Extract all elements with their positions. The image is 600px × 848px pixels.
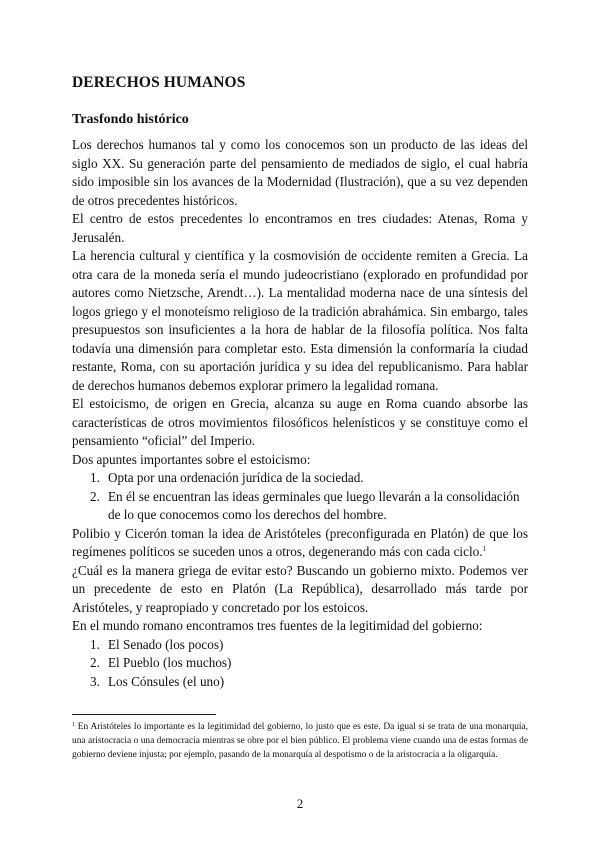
paragraph-5: Dos apuntes importantes sobre el estoicismo: [72,451,311,467]
list-item [72,488,528,525]
list-item-text: Los Cónsules (el uno) [108,673,225,689]
list-number: 2. [90,488,100,504]
stoicism-list [72,469,528,525]
footnote-marker: 1 [72,722,75,728]
section-heading: Trasfondo histórico [72,112,189,127]
paragraph-6 [72,525,528,562]
list-item-text: El Pueblo (los muchos) [108,655,232,670]
list-item [72,469,528,488]
list-item-text: Opta por una ordenación jurídica de la sociedad. [108,470,364,485]
paragraph-4: El estoicismo, de origen en Grecia, alcanza su auge en Roma cuando absorbe las características de otros movimientos filosóficos helenísticos y se constituye como el pensamiento “oficial” del Imperio. [72,396,528,448]
page-number: 2 [296,796,304,811]
legitimacy-sources-list [72,636,528,692]
paragraph-7: ¿Cuál es la manera griega de evitar esto? Buscando un gobierno mixto. Podemos ver un precedente de esto en Platón (La República), desarrollado más tarde por Aristóteles, y reapropiado y concretado por los estoicos. [72,562,528,615]
body-text [72,136,528,691]
list-item [72,673,528,692]
paragraph-3: La herencia cultural y científica y la cosmovisión de occidente remiten a Grecia. La otra cara de la moneda sería el mundo judeocristiano (explorado en profundidad por autores como Nietzsche, Arendt…). La mentalidad moderna nace de una síntesis del logos griego y el monoteísmo religioso de la tradición abrahámica. Sin embargo, tales presupuestos son insuficientes a la hora de hablar de la filosofía política. Nos falta todavía una dimensión para completar esto. Esta dimensión la conformaría la ciudad restante, Roma, con su aportación jurídica y su idea del republicanismo. Para hablar de derechos humanos debemos explorar primero la legalidad romana. [72,248,528,393]
paragraph-2: El centro de estos precedentes lo encontramos en tres ciudades: Atenas, Roma y Jerusalén. [72,211,528,245]
paragraph-6-text: Polibio y Cicerón toman la idea de Aristóteles (preconfigurada en Platón) de que los regímenes políticos se suceden unos a otros, degenerando más con cada ciclo. [72,525,528,559]
list-number: 3. [90,673,100,689]
paragraph-8: En el mundo romano encontramos tres fuentes de la legitimidad del gobierno: [72,618,483,633]
footnote [72,720,528,762]
footnote-divider [72,714,216,715]
page-title: DERECHOS HUMANOS [72,74,246,91]
list-number: 1. [90,636,100,652]
list-item [72,654,528,673]
list-item-text: El Senado (los pocos) [108,636,224,652]
list-number: 1. [90,470,100,485]
footnote-text: En Aristóteles lo importante es la legitimidad del gobierno, lo justo que es este. Da igual si se trata de una monarquía, una aristocracia o una democracia mientras se obre por el bien público. El problema viene cuando una de estas formas de gobierno deviene injusta; por ejemplo, pasando de la monarquía al despotismo o de la aristocracia a la oligarquía. [72,722,528,760]
list-item-text: En él se encuentran las ideas germinales que luego llevarán a la consolidación de lo que conocemos como los derechos del hombre. [108,488,520,522]
list-item [72,636,528,655]
paragraph-1: Los derechos humanos tal y como los conocemos son un producto de las ideas del siglo XX. Su generación parte del pensamiento de mediados de siglo, el cual habría sido imposible sin los avances de la Modernidad (Ilustración), que a su vez dependen de otros precedentes históricos. [72,137,528,208]
footnote-reference[interactable]: 1 [482,545,487,553]
list-number: 2. [90,655,100,670]
